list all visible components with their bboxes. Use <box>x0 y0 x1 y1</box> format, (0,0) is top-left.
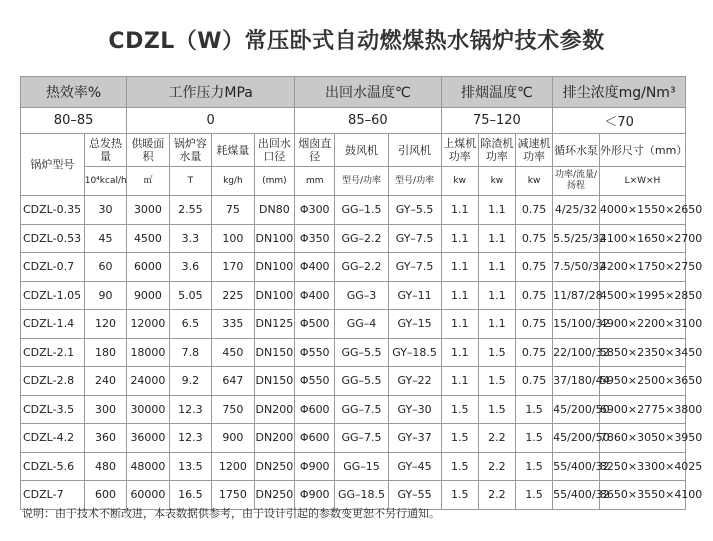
table-cell: 60 <box>84 253 126 282</box>
table-cell: CDZL-2.8 <box>21 367 85 396</box>
col-header-reducer: 减速机功率 <box>515 134 552 167</box>
table-cell: GY–22 <box>388 367 441 396</box>
header-outlet-return-temp: 出回水温度℃ <box>295 77 442 108</box>
value-dust-concentration: ＜70 <box>553 108 686 134</box>
header-thermal-efficiency: 热效率% <box>21 77 127 108</box>
header-dust-concentration: 排尘浓度mg/Nm³ <box>553 77 686 108</box>
table-cell: GG–7.5 <box>335 424 388 453</box>
table-cell: 12.3 <box>169 424 211 453</box>
table-cell: Φ400 <box>295 281 335 310</box>
table-cell: CDZL-0.53 <box>21 224 85 253</box>
table-cell: 4900×2200×3100 <box>599 310 685 339</box>
table-cell: 12.3 <box>169 395 211 424</box>
col-header-chimney: 烟囱直径 <box>295 134 335 167</box>
table-cell: 647 <box>212 367 254 396</box>
table-cell: 120 <box>84 310 126 339</box>
table-cell: 12000 <box>127 310 169 339</box>
table-cell: GG–18.5 <box>335 481 388 510</box>
unit-outlet-diameter: (mm) <box>254 167 294 196</box>
table-cell: 55/400/32 <box>553 452 600 481</box>
table-cell: 11/87/28 <box>553 281 600 310</box>
table-cell: 5.5/25/32 <box>553 224 600 253</box>
table-cell: CDZL-2.1 <box>21 338 85 367</box>
table-cell: DN80 <box>254 196 294 225</box>
table-cell: Φ600 <box>295 424 335 453</box>
table-cell: 48000 <box>127 452 169 481</box>
table-cell: 4500×1995×2850 <box>599 281 685 310</box>
table-cell: Φ550 <box>295 367 335 396</box>
table-cell: DN100 <box>254 253 294 282</box>
table-cell: 450 <box>212 338 254 367</box>
table-cell: 1.1 <box>478 224 515 253</box>
unit-coal: kg/h <box>212 167 254 196</box>
value-thermal-efficiency: 80–85 <box>21 108 127 134</box>
table-cell: 1.1 <box>441 338 478 367</box>
table-cell: Φ900 <box>295 452 335 481</box>
value-working-pressure: 0 <box>127 108 295 134</box>
table-cell: Φ400 <box>295 253 335 282</box>
table-cell: 335 <box>212 310 254 339</box>
table-cell: GG–5.5 <box>335 367 388 396</box>
table-cell: GG–7.5 <box>335 395 388 424</box>
table-cell: 0.75 <box>515 281 552 310</box>
table-cell: 15/100/32 <box>553 310 600 339</box>
table-cell: 36000 <box>127 424 169 453</box>
table-cell: 30 <box>84 196 126 225</box>
table-cell: 1.1 <box>478 281 515 310</box>
table-cell: 1.1 <box>441 281 478 310</box>
table-cell: 5950×2500×3650 <box>599 367 685 396</box>
table-cell: DN125 <box>254 310 294 339</box>
table-cell: DN250 <box>254 452 294 481</box>
table-cell: 16.5 <box>169 481 211 510</box>
table-cell: GY–7.5 <box>388 253 441 282</box>
table-cell: CDZL-1.05 <box>21 281 85 310</box>
table-cell: Φ550 <box>295 338 335 367</box>
col-header-slag-remover: 除渣机功率 <box>478 134 515 167</box>
table-cell: 1.5 <box>441 424 478 453</box>
table-cell: 7.8 <box>169 338 211 367</box>
table-cell: 1.5 <box>441 395 478 424</box>
table-cell: 7860×3050×3950 <box>599 424 685 453</box>
table-cell: DN150 <box>254 338 294 367</box>
header-row-values <box>21 108 686 134</box>
table-cell: Φ350 <box>295 224 335 253</box>
table-cell: 5.05 <box>169 281 211 310</box>
col-header-coal: 耗煤量 <box>212 134 254 167</box>
table-cell: DN200 <box>254 424 294 453</box>
unit-blower: 型号/功率 <box>335 167 388 196</box>
table-cell: GY–55 <box>388 481 441 510</box>
table-cell: CDZL-7 <box>21 481 85 510</box>
table-cell: DN100 <box>254 224 294 253</box>
table-cell: 45/200/50 <box>553 424 600 453</box>
table-cell: 4200×1750×2750 <box>599 253 685 282</box>
table-cell: 100 <box>212 224 254 253</box>
table-cell: GG–5.5 <box>335 338 388 367</box>
table-cell: 2.2 <box>478 481 515 510</box>
table-cell: CDZL-0.35 <box>21 196 85 225</box>
table-cell: 5850×2350×3450 <box>599 338 685 367</box>
table-cell: 180 <box>84 338 126 367</box>
col-header-model: 锅炉型号 <box>21 134 85 196</box>
table-cell: 750 <box>212 395 254 424</box>
table-cell: GY–45 <box>388 452 441 481</box>
table-cell: 4500 <box>127 224 169 253</box>
table-cell: 1.1 <box>478 196 515 225</box>
table-cell: 4000×1550×2650 <box>599 196 685 225</box>
table-cell: CDZL-5.6 <box>21 452 85 481</box>
table-cell: 3.3 <box>169 224 211 253</box>
table-cell: 1.5 <box>515 395 552 424</box>
table-cell: DN150 <box>254 367 294 396</box>
table-cell: GY–7.5 <box>388 224 441 253</box>
table-cell: 480 <box>84 452 126 481</box>
table-cell: 3.6 <box>169 253 211 282</box>
table-cell: 90 <box>84 281 126 310</box>
table-cell: GY–37 <box>388 424 441 453</box>
table-cell: CDZL-3.5 <box>21 395 85 424</box>
table-cell: 13.5 <box>169 452 211 481</box>
col-header-heat-output: 总发热量 <box>84 134 126 167</box>
col-header-coal-feeder: 上煤机功率 <box>441 134 478 167</box>
table-cell: 1.5 <box>515 481 552 510</box>
table-cell: 600 <box>84 481 126 510</box>
table-cell: Φ300 <box>295 196 335 225</box>
table-cell: GY–11 <box>388 281 441 310</box>
table-cell: 9000 <box>127 281 169 310</box>
table-cell: 24000 <box>127 367 169 396</box>
table-cell: 1.1 <box>478 253 515 282</box>
value-outlet-return-temp: 85–60 <box>295 108 442 134</box>
table-cell: 22/100/32 <box>553 338 600 367</box>
table-cell: GY–15 <box>388 310 441 339</box>
table-cell: GG–1.5 <box>335 196 388 225</box>
footnote: 说明：由于技术不断改进，本表数据供参考，由于设计引起的参数变更恕不另行通知。 <box>22 507 440 520</box>
table-cell: 1.1 <box>441 367 478 396</box>
table-cell: 225 <box>212 281 254 310</box>
table-cell: 0.75 <box>515 310 552 339</box>
table-cell: GY–30 <box>388 395 441 424</box>
table-cell: 0.75 <box>515 253 552 282</box>
table-cell: Φ900 <box>295 481 335 510</box>
page-title: CDZL（W）常压卧式自动燃煤热水锅炉技术参数 <box>108 29 605 54</box>
table-cell: 6900×2775×3800 <box>599 395 685 424</box>
table-cell: 6000 <box>127 253 169 282</box>
unit-heat-output: 10⁴kcal/h <box>84 167 126 196</box>
col-header-heating-area: 供暖面积 <box>127 134 169 167</box>
table-cell: 240 <box>84 367 126 396</box>
table-cell: 75 <box>212 196 254 225</box>
table-cell: 1.1 <box>441 253 478 282</box>
table-cell: 9.2 <box>169 367 211 396</box>
table-cell: Φ600 <box>295 395 335 424</box>
header-row-columns <box>21 134 686 167</box>
table-row <box>21 196 686 225</box>
table-cell: DN250 <box>254 481 294 510</box>
table-cell: GG–2.2 <box>335 253 388 282</box>
table-row <box>21 224 686 253</box>
table-cell: 1.1 <box>478 310 515 339</box>
col-header-outlet-diameter: 出回水口径 <box>254 134 294 167</box>
table-cell: 30000 <box>127 395 169 424</box>
table-cell: 2.2 <box>478 424 515 453</box>
table-cell: 3000 <box>127 196 169 225</box>
table-cell: 45 <box>84 224 126 253</box>
header-row-parameters <box>21 77 686 108</box>
table-cell: 1.5 <box>478 395 515 424</box>
col-header-induced-fan: 引风机 <box>388 134 441 167</box>
table-cell: GY–18.5 <box>388 338 441 367</box>
table-row <box>21 281 686 310</box>
unit-coal-feeder: kw <box>441 167 478 196</box>
table-row <box>21 424 686 453</box>
table-cell: CDZL-0.7 <box>21 253 85 282</box>
header-row-units <box>21 167 686 196</box>
header-working-pressure: 工作压力MPa <box>127 77 295 108</box>
unit-slag-remover: kw <box>478 167 515 196</box>
table-cell: 1.5 <box>478 338 515 367</box>
col-header-pump: 循环水泵 <box>553 134 600 167</box>
table-cell: 18000 <box>127 338 169 367</box>
unit-heating-area: ㎡ <box>127 167 169 196</box>
table-row <box>21 338 686 367</box>
table-row <box>21 452 686 481</box>
table-cell: 60000 <box>127 481 169 510</box>
table-cell: 170 <box>212 253 254 282</box>
table-cell: 8650×3550×4100 <box>599 481 685 510</box>
table-cell: CDZL-4.2 <box>21 424 85 453</box>
table-cell: 1.5 <box>515 452 552 481</box>
table-cell: 4100×1650×2700 <box>599 224 685 253</box>
unit-reducer: kw <box>515 167 552 196</box>
table-cell: GY–5.5 <box>388 196 441 225</box>
header-exhaust-temp: 排烟温度℃ <box>441 77 553 108</box>
table-cell: 1.1 <box>441 224 478 253</box>
unit-water-capacity: T <box>169 167 211 196</box>
table-cell: 360 <box>84 424 126 453</box>
table-row <box>21 395 686 424</box>
col-header-dimensions: 外形尺寸（mm） <box>599 134 685 167</box>
table-cell: 0.75 <box>515 367 552 396</box>
unit-induced-fan: 型号/功率 <box>388 167 441 196</box>
table-cell: DN100 <box>254 281 294 310</box>
table-cell: 1.5 <box>441 452 478 481</box>
unit-chimney: mm <box>295 167 335 196</box>
unit-pump: 功率/流量/扬程 <box>553 167 600 196</box>
table-row <box>21 253 686 282</box>
table-cell: 1.1 <box>441 196 478 225</box>
table-cell: 8250×3300×4025 <box>599 452 685 481</box>
table-cell: 2.2 <box>478 452 515 481</box>
table-cell: 1.5 <box>441 481 478 510</box>
table-cell: 0.75 <box>515 196 552 225</box>
table-cell: Φ500 <box>295 310 335 339</box>
value-exhaust-temp: 75–120 <box>441 108 553 134</box>
table-cell: GG–2.2 <box>335 224 388 253</box>
table-cell: GG–15 <box>335 452 388 481</box>
table-row <box>21 310 686 339</box>
table-cell: 55/400/32 <box>553 481 600 510</box>
table-row <box>21 367 686 396</box>
table-cell: 7.5/50/32 <box>553 253 600 282</box>
col-header-blower: 鼓风机 <box>335 134 388 167</box>
table-cell: 45/200/50 <box>553 395 600 424</box>
table-cell: 1.5 <box>515 424 552 453</box>
table-cell: 900 <box>212 424 254 453</box>
table-cell: CDZL-1.4 <box>21 310 85 339</box>
table-cell: 1.5 <box>478 367 515 396</box>
table-cell: 0.75 <box>515 338 552 367</box>
table-cell: GG–4 <box>335 310 388 339</box>
table-cell: DN200 <box>254 395 294 424</box>
table-cell: 37/180/44 <box>553 367 600 396</box>
table-cell: 1750 <box>212 481 254 510</box>
table-cell: 4/25/32 <box>553 196 600 225</box>
table-cell: 0.75 <box>515 224 552 253</box>
table-cell: 2.55 <box>169 196 211 225</box>
table-cell: 300 <box>84 395 126 424</box>
table-cell: GG–3 <box>335 281 388 310</box>
table-cell: 1.1 <box>441 310 478 339</box>
specs-table <box>20 76 703 510</box>
table-cell: 1200 <box>212 452 254 481</box>
col-header-water-capacity: 锅炉容水量 <box>169 134 211 167</box>
unit-dimensions: L×W×H <box>599 167 685 196</box>
table-cell: 6.5 <box>169 310 211 339</box>
